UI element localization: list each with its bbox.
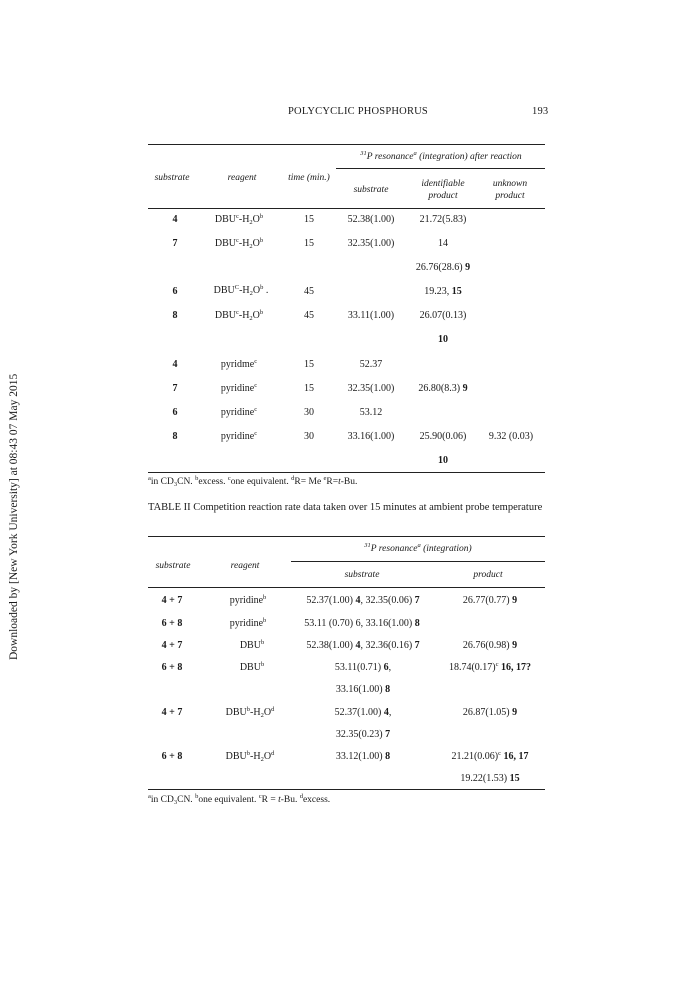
table-2-header-substrate: substrate (155, 561, 191, 571)
table-2-caption: TABLE II Competition reaction rate data taken over 15 minutes at ambient probe temperature (148, 502, 543, 513)
table-1-header-reagent: reagent (227, 173, 257, 183)
table-1-header-sub-substrate: substrate (353, 185, 389, 195)
table-2-group-header: $^{31}$P resonance$^a$ (integration) (364, 542, 472, 554)
page-number: 193 (532, 106, 549, 117)
table-2-group-rule (291, 561, 545, 562)
table-1-group-header: $^{31}$P resonance$^a$ (integration) after reaction (360, 150, 522, 162)
running-title: POLYCYCLIC PHOSPHORUS (288, 106, 428, 117)
table-1-header-identifiable: identifiable product (421, 179, 465, 201)
table-2-bottom-rule (148, 789, 545, 790)
table-2-header-product: product (473, 570, 503, 580)
table-1-header-time: time (min.) (288, 173, 330, 183)
table-1-header-substrate: substrate (154, 173, 190, 183)
table-1-bottom-rule (148, 472, 545, 473)
table-1-header-unknown: unknown product (492, 179, 528, 201)
table-2-header-reagent: reagent (230, 561, 260, 571)
table-2-top-rule (148, 536, 545, 537)
table-1-top-rule (148, 144, 545, 145)
table-1-group-rule (336, 168, 545, 169)
table-2-header-rule (148, 587, 545, 588)
table-2-footnote: $^a$in $CD_3CN$. $^b$one equivalent. $^c$R = t-Bu. $^d$excess. (148, 793, 331, 806)
table-1-footnote: $^a$in $CD_3CN$. $^b$excess. $^c$one equivalent. $^d$R= Me $^e$R=t-Bu. (148, 475, 358, 488)
table-2-header-sub-substrate: substrate (344, 570, 380, 580)
table-1-header-rule (148, 208, 545, 209)
download-note: Downloaded by [New York University] at 08:43 07 May 2015 (8, 373, 20, 660)
